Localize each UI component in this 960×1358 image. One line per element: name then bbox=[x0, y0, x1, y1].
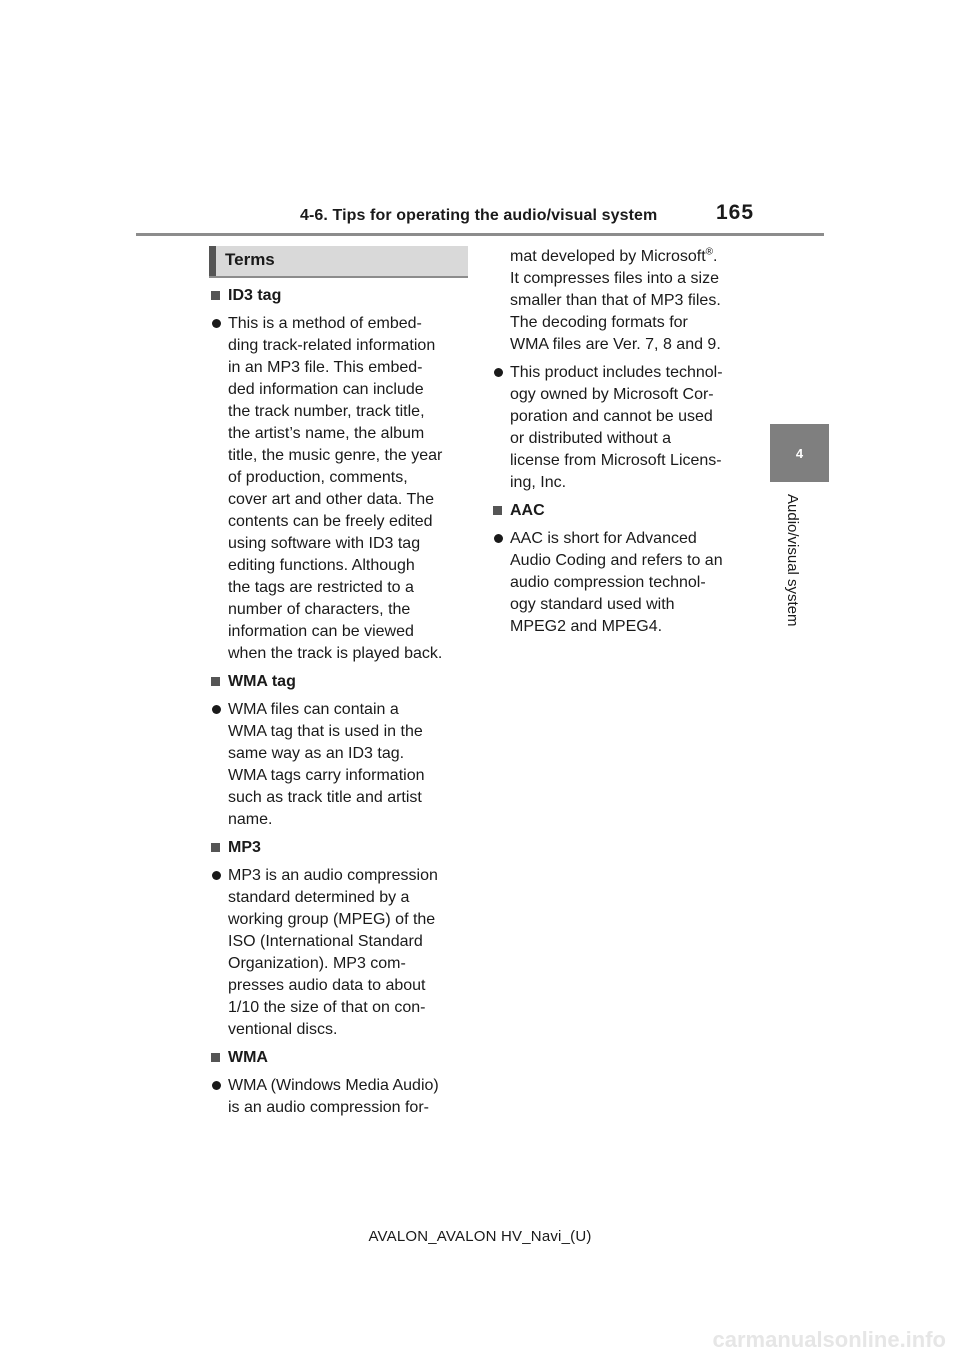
registered-trademark: ® bbox=[705, 246, 714, 258]
square-bullet-icon bbox=[211, 677, 220, 686]
id3-tag-heading: ID3 tag bbox=[209, 285, 475, 307]
id3-tag-description: This is a method of embed- ding track-related information in an MP3 file. This embed- ded information can include the track number, track title, the artist’s name, the album title, the music genre, the year of production, comments, cover art and other data. The contents can be freely edited using software with ID3 tag editing functions. Although the tags are restricted to a number of characters, the information can be viewed when the track is played back. bbox=[209, 313, 475, 665]
watermark-text: carmanualsonline.info bbox=[712, 1327, 946, 1352]
right-column bbox=[491, 246, 757, 644]
mp3-description: MP3 is an audio compression standard determined by a working group (MPEG) of the ISO (International Standard Organization). MP3 com- presses audio data to about 1/10 the size of that on con- ventional discs. bbox=[209, 865, 475, 1041]
terms-accent-bar bbox=[209, 246, 216, 276]
wma-heading: WMA bbox=[209, 1047, 475, 1069]
round-bullet-icon bbox=[212, 319, 221, 328]
square-bullet-icon bbox=[211, 843, 220, 852]
round-bullet-icon bbox=[212, 1081, 221, 1090]
page-number: 165 bbox=[716, 201, 755, 224]
chapter-label: Audio/visual system bbox=[784, 494, 801, 627]
aac-description: AAC is short for Advanced Audio Coding and refers to an audio compression technol- ogy standard used with MPEG2 and MPEG4. bbox=[491, 528, 757, 638]
wma-description: WMA (Windows Media Audio) is an audio compression for- bbox=[209, 1075, 475, 1119]
wma-description-continued: mat developed by Microsoft®. It compresses files into a size smaller than that of MP3 files. The decoding formats for WMA files are Ver. 7, 8 and 9. bbox=[491, 246, 757, 356]
square-bullet-icon bbox=[211, 291, 220, 300]
round-bullet-icon bbox=[212, 705, 221, 714]
chapter-tab[interactable] bbox=[770, 424, 829, 482]
section-title: 4-6. Tips for operating the audio/visual system bbox=[300, 207, 658, 224]
aac-heading: AAC bbox=[491, 500, 757, 522]
wma-tag-description: WMA files can contain a WMA tag that is used in the same way as an ID3 tag. WMA tags carry information such as track title and artist name. bbox=[209, 699, 475, 831]
license-notice: This product includes technol- ogy owned by Microsoft Cor- poration and cannot be used or distributed without a license from Microsoft Licens- ing, Inc. bbox=[491, 362, 757, 494]
header-divider bbox=[136, 233, 824, 236]
model-footer: AVALON_AVALON HV_Navi_(U) bbox=[368, 1228, 592, 1245]
mp3-heading: MP3 bbox=[209, 837, 475, 859]
terms-label: Terms bbox=[225, 250, 275, 269]
terms-header-box bbox=[209, 246, 468, 278]
round-bullet-icon bbox=[494, 534, 503, 543]
wma-cont-first-line: mat developed by Microsoft®. bbox=[510, 246, 718, 265]
wma-tag-heading: WMA tag bbox=[209, 671, 475, 693]
chapter-number: 4 bbox=[795, 446, 804, 461]
round-bullet-icon bbox=[212, 871, 221, 880]
left-column bbox=[209, 285, 475, 1125]
round-bullet-icon bbox=[494, 368, 503, 377]
square-bullet-icon bbox=[211, 1053, 220, 1062]
square-bullet-icon bbox=[493, 506, 502, 515]
